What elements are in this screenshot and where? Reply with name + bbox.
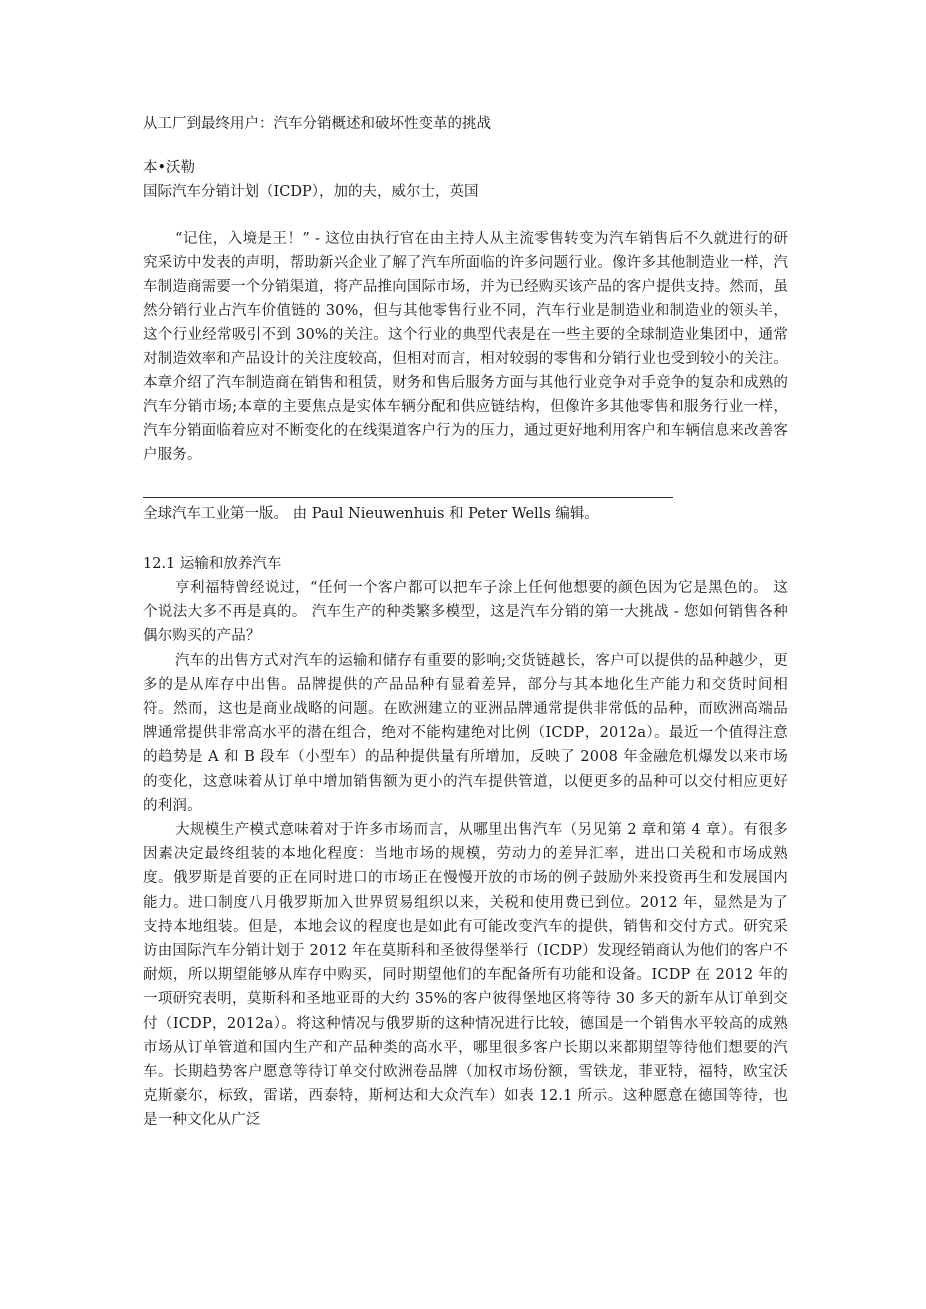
footnote-text: 全球汽车工业第一版。 由 Paul Nieuwenhuis 和 Peter Wells 编辑。 (143, 506, 599, 522)
document-page (143, 112, 788, 1133)
document-title: 从工厂到最终用户：汽车分销概述和破坏性变革的挑战 (143, 116, 491, 132)
author-affiliation: 国际汽车分销计划（ICDP），加的夫，威尔士，英国 (143, 184, 479, 200)
body-paragraph: 大规模生产模式意味着对于许多市场而言，从哪里出售汽车（另见第 2 章和第 4 章）。有很多因素决定最终组装的本地化程度：当地市场的规模，劳动力的差异汇率，进出口关税和市场成熟度。俄罗斯是首要的正在同时进口的市场正在慢慢开放的市场的例子鼓励外来投资再生和发展国内能力。进口制度八月俄罗斯加入世界贸易组织以来，关税和使用费已到位。2012 年，显然是为了支持本地组装。但是，本地会议的程度也是如此有可能改变汽车的提供，销售和交付方式。研究采访由国际汽车分销计划于 2012 年在莫斯科和圣彼得堡举行（ICDP）发现经销商认为他们的客户不耐烦，所以期望能够从库存中购买，同时期望他们的车配备所有功能和设备。ICDP 在 2012 年的一项研究表明，莫斯科和圣地亚哥的大约 35%的客户彼得堡地区将等待 30 多天的新车从订单到交付（ICDP，2012a）。将这种情况与俄罗斯的这种情况进行比较，德国是一个销售水平较高的成熟市场从订单管道和国内生产和产品种类的高水平，哪里很多客户长期以来都期望等待他们想要的汽车。长期趋势客户愿意等待订单交付欧洲卷品牌（加权市场份额，雪铁龙，菲亚特，福特，欧宝沃克斯豪尔，标致，雷诺，西泰特，斯柯达和大众汽车）如表 12.1 所示。这种愿意在德国等待，也是一种文化从广泛 (143, 822, 788, 1129)
body-paragraph: 亨利福特曾经说过，“任何一个客户都可以把车子涂上任何他想要的颜色因为它是黑色的。 这个说法大多不再是真的。 汽车生产的种类繁多模型，这是汽车分销的第一大挑战 - 您如何销售各种偶尔购买的产品？ (143, 580, 788, 645)
author-name: 本•沃勒 (143, 160, 196, 176)
section-heading: 12.1 运输和放养汽车 (143, 556, 282, 572)
footnote-rule (143, 497, 673, 498)
body-paragraph: 汽车的出售方式对汽车的运输和储存有重要的影响;交货链越长，客户可以提供的品种越少，更多的是从库存中出售。品牌提供的产品品种有显着差异，部分与其本地化生产能力和交货时间相符。然而，这也是商业战略的问题。在欧洲建立的亚洲品牌通常提供非常低的品种，而欧洲高端品牌通常提供非常高水平的潜在组合，绝对不能构建绝对比例（ICDP，2012a）。最近一个值得注意的趋势是 A 和 B 段车（小型车）的品种提供量有所增加，反映了 2008 年金融危机爆发以来市场的变化，这意味着从订单中增加销售额为更小的汽车提供管道，以便更多的品种可以交付相应更好的利润。 (143, 652, 788, 814)
abstract-paragraph: “记住，入境是王！” - 这位由执行官在由主持人从主流零售转变为汽车销售后不久就进行的研究采访中发表的声明，帮助新兴企业了解了汽车所面临的许多问题行业。像许多其他制造业一样，汽车制造商需要一个分销渠道，将产品推向国际市场，并为已经购买该产品的客户提供支持。然而，虽然分销行业占汽车价值链的 30%，但与其他零售行业不同，汽车行业是制造业和制造业的领头羊，这个行业经常吸引不到 30%的关注。这个行业的典型代表是在一些主要的全球制造业集团中，通常对制造效率和产品设计的关注度较高，但相对而言，相对较弱的零售和分销行业也受到较小的关注。本章介绍了汽车制造商在销售和租赁，财务和售后服务方面与其他行业竞争对手竞争的复杂和成熟的汽车分销市场;本章的主要焦点是实体车辆分配和供应链结构，但像许多其他零售和服务行业一样，汽车分销面临着应对不断变化的在线渠道客户行为的压力，通过更好地利用客户和车辆信息来改善客户服务。 (143, 231, 788, 463)
